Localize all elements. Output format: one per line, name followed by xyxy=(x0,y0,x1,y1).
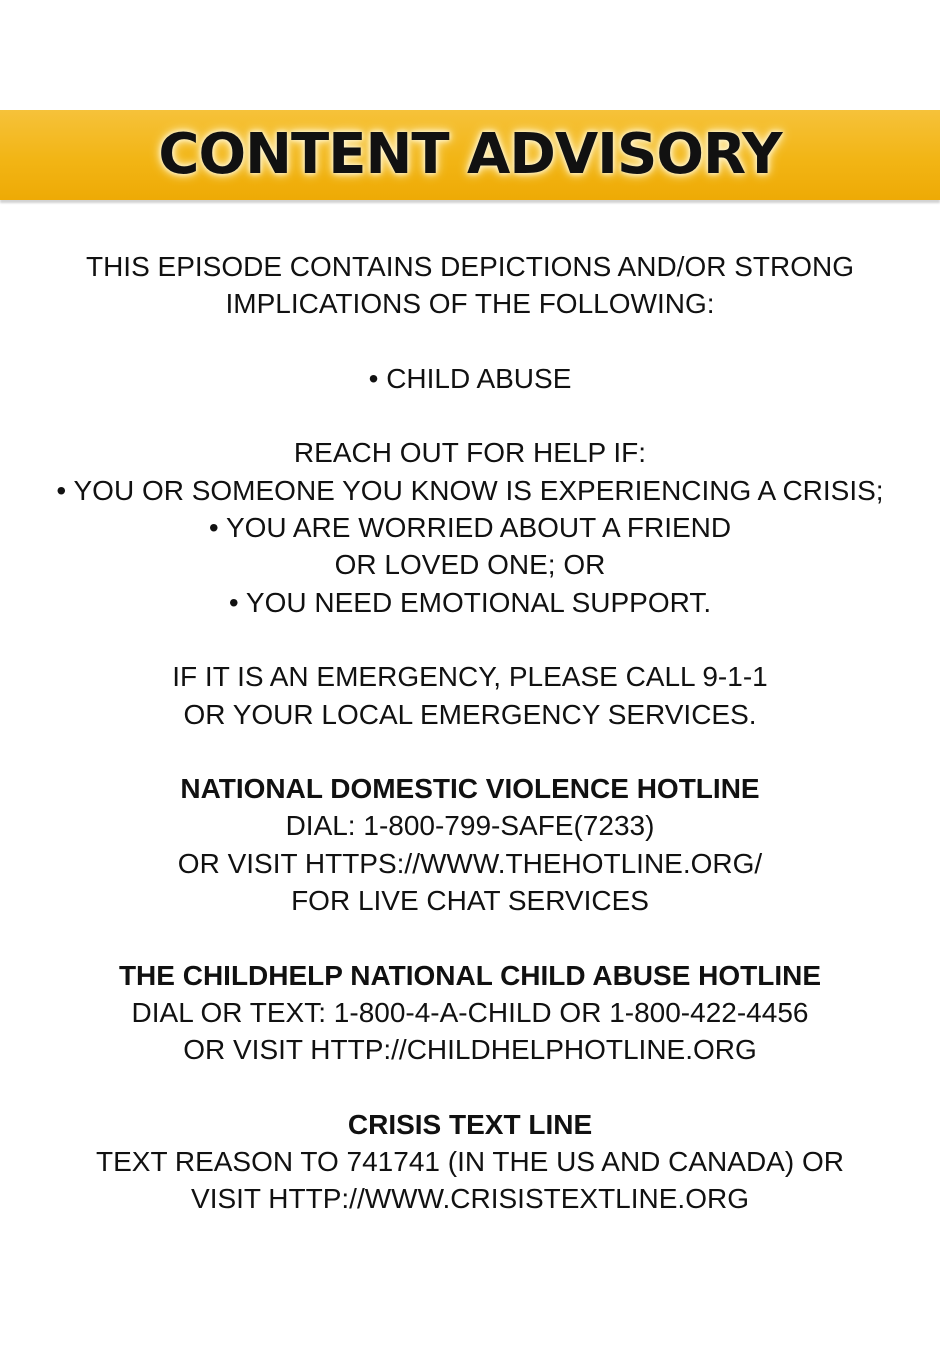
hotline-detail: FOR LIVE CHAT SERVICES xyxy=(291,885,649,917)
advisory-title: CONTENT ADVISORY xyxy=(158,122,782,187)
hotline-link[interactable]: OR VISIT HTTPS://WWW.THEHOTLINE.ORG/ xyxy=(177,847,763,879)
emergency-line: OR YOUR LOCAL EMERGENCY SERVICES. xyxy=(183,698,757,730)
hotline-name: THE CHILDHELP NATIONAL CHILD ABUSE HOTLINE xyxy=(118,959,822,991)
hotline-detail: DIAL: 1-800-799-SAFE(7233) xyxy=(285,810,655,842)
intro-line: THIS EPISODE CONTAINS DEPICTIONS AND/OR STRONG xyxy=(85,251,855,282)
help-heading: REACH OUT FOR HELP IF: xyxy=(293,437,647,469)
hotline-name: CRISIS TEXT LINE xyxy=(347,1108,593,1140)
help-line: • YOU ARE WORRIED ABOUT A FRIEND xyxy=(208,512,732,544)
hotline-detail: TEXT REASON TO 741741 (IN THE US AND CANADA) OR xyxy=(96,1146,844,1178)
hotline-detail: DIAL OR TEXT: 1-800-4-A-CHILD OR 1-800-422-4456 xyxy=(131,996,809,1028)
hotline-link[interactable]: VISIT HTTP://WWW.CRISISTEXTLINE.ORG xyxy=(191,1183,749,1215)
help-line: • YOU NEED EMOTIONAL SUPPORT. xyxy=(228,586,712,618)
advisory-banner xyxy=(0,110,940,200)
intro-line: IMPLICATIONS OF THE FOLLOWING: xyxy=(225,288,715,320)
topic-item: • CHILD ABUSE xyxy=(368,362,572,394)
advisory-body xyxy=(40,248,900,1218)
help-line: • YOU OR SOMEONE YOU KNOW IS EXPERIENCING A CRISIS; xyxy=(56,474,884,506)
hotline-link[interactable]: OR VISIT HTTP://CHILDHELPHOTLINE.ORG xyxy=(183,1034,757,1066)
emergency-line: IF IT IS AN EMERGENCY, PLEASE CALL 9-1-1 xyxy=(172,661,768,693)
hotline-name: NATIONAL DOMESTIC VIOLENCE HOTLINE xyxy=(180,773,760,805)
help-line: OR LOVED ONE; OR xyxy=(334,549,606,581)
